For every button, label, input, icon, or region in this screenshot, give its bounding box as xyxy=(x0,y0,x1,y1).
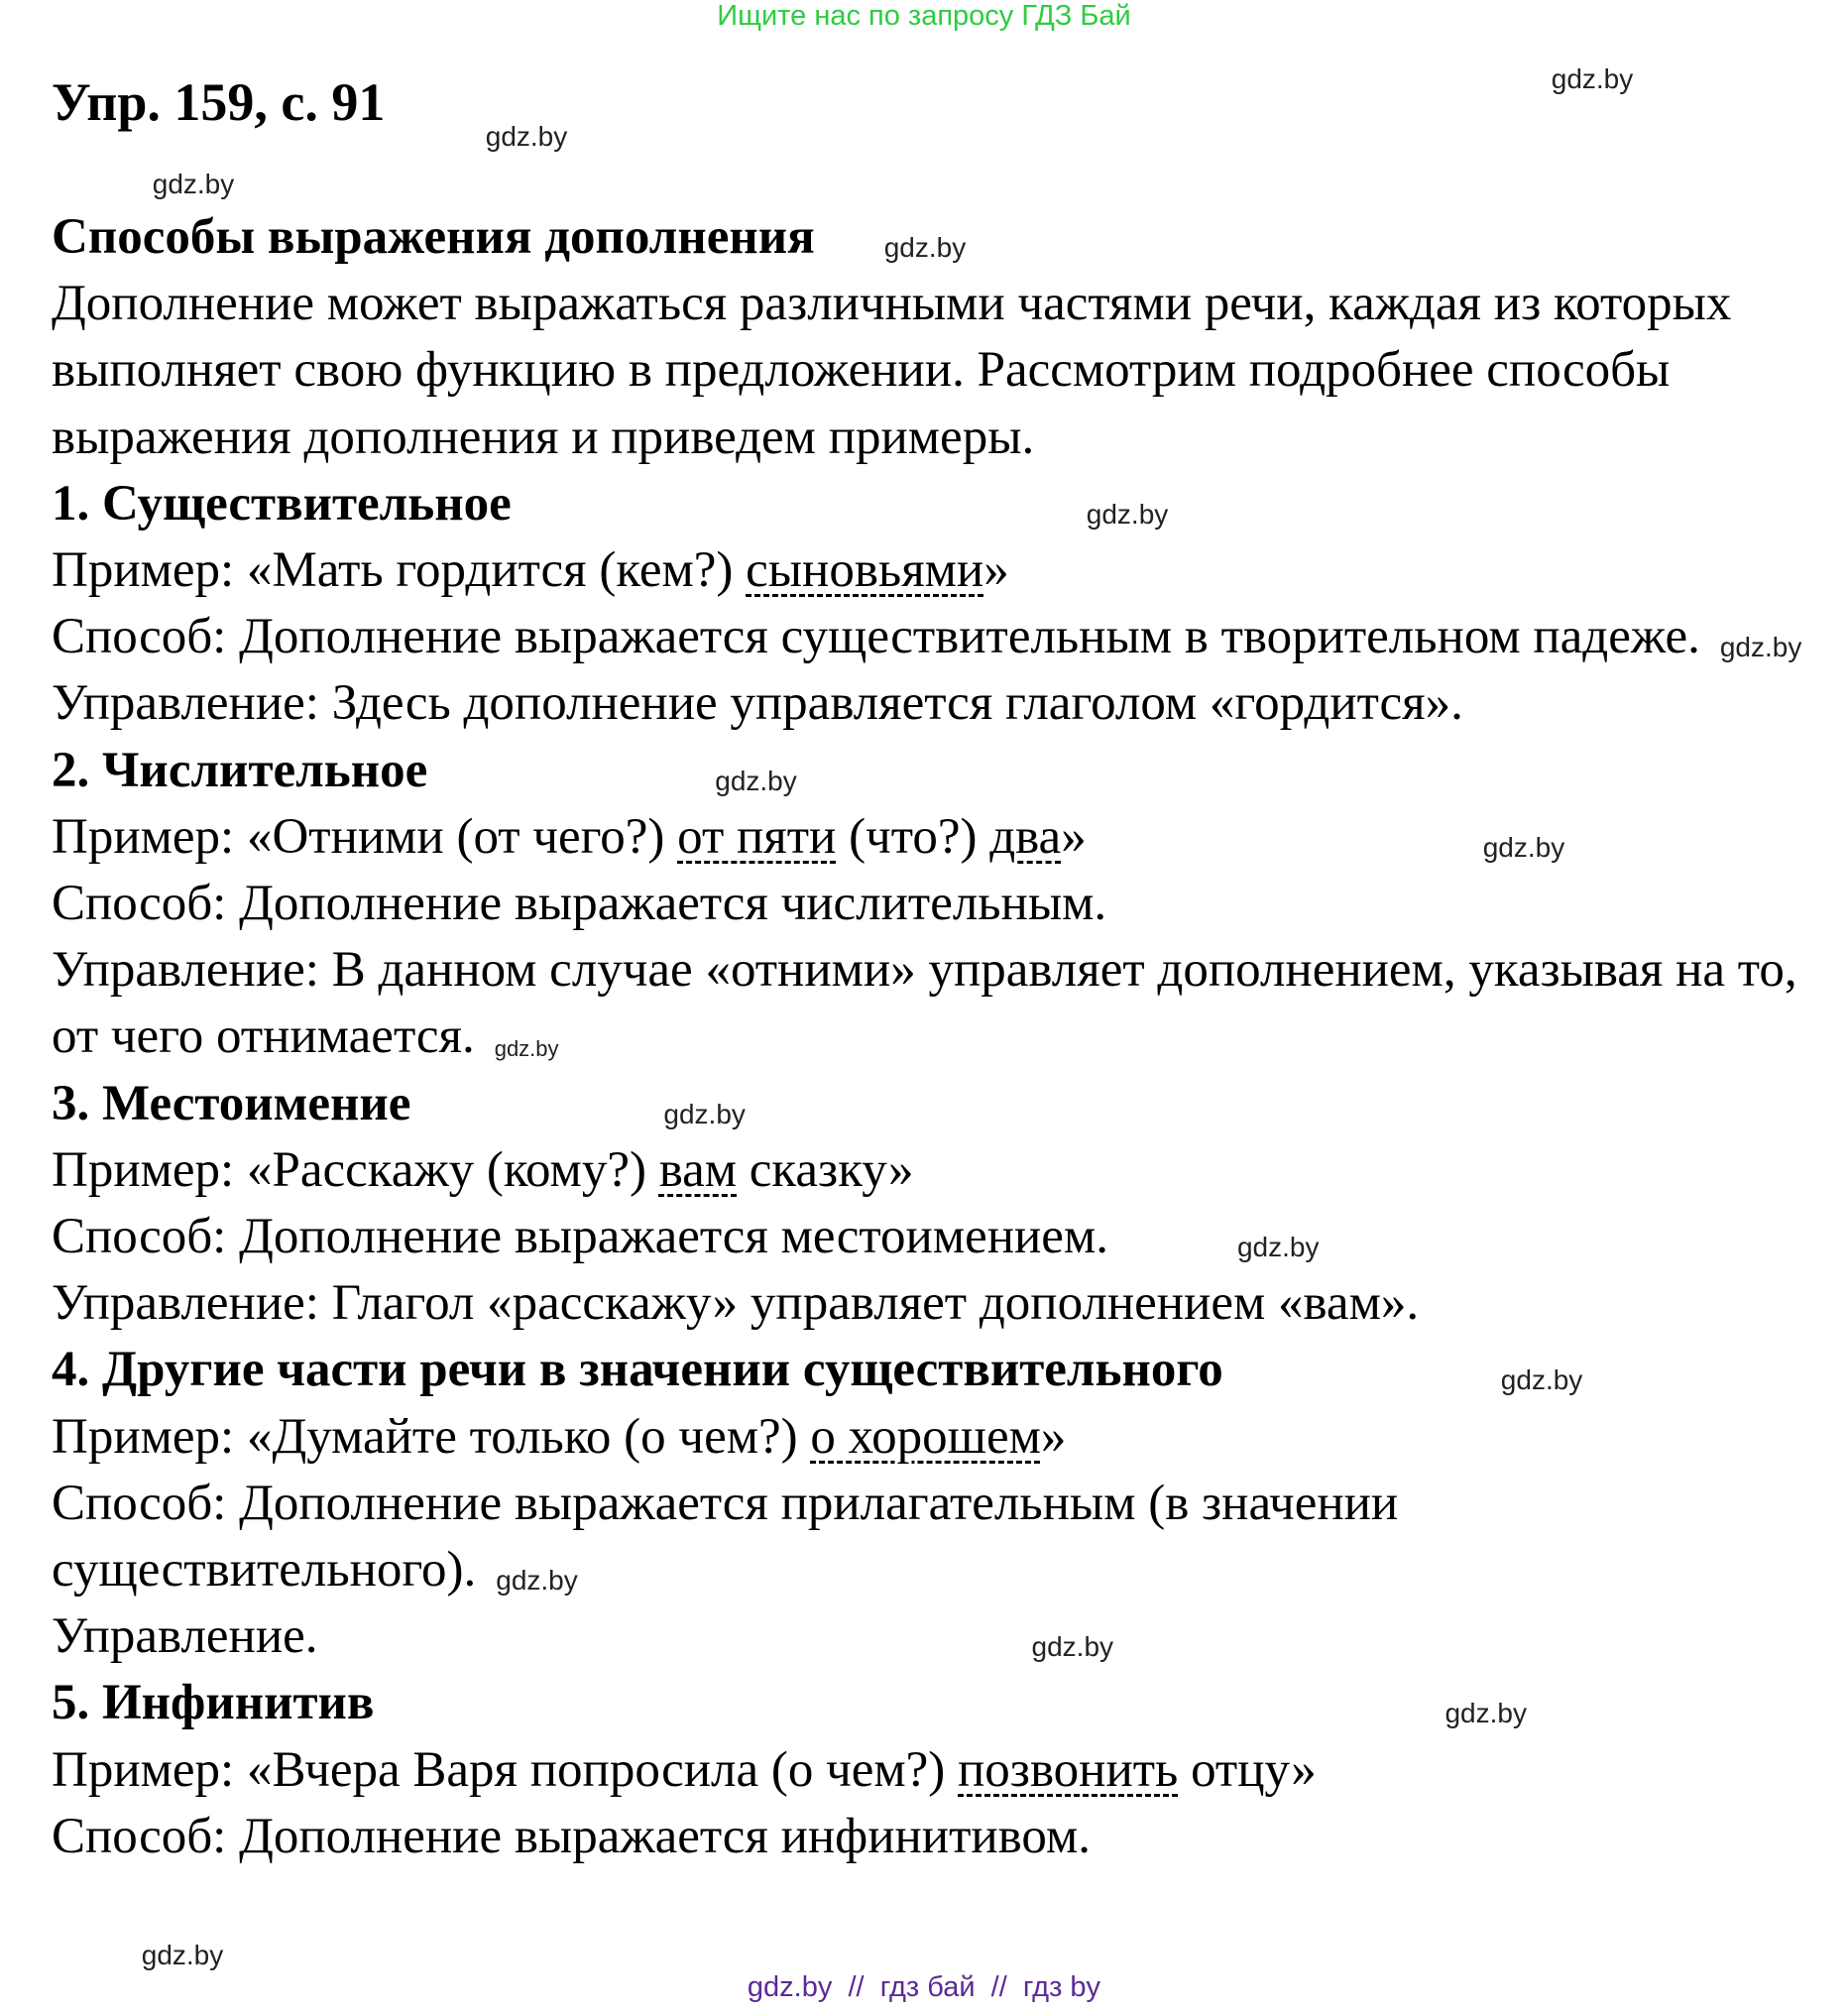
example-text: » xyxy=(1061,808,1087,865)
example-text: (что?) xyxy=(836,808,990,865)
control-line xyxy=(52,1603,1826,1670)
watermark: gdz.by xyxy=(1236,1232,1320,1263)
watermark: gdz.by xyxy=(152,169,235,199)
watermark: gdz.by xyxy=(485,121,568,152)
section-heading xyxy=(52,204,1826,271)
subheading-other xyxy=(52,1337,1826,1403)
bottom-banner: gdz.by // гдз бай // гдз by xyxy=(747,1971,1101,2003)
example-line xyxy=(52,1737,1826,1804)
control-line: Управление: Глагол «расскажу» управляет дополнением «вам». xyxy=(52,1275,1420,1332)
subheading-text: 5. Инфинитив xyxy=(52,1675,375,1731)
object-word: позвонить xyxy=(958,1741,1179,1798)
subheading-noun xyxy=(52,471,1826,537)
example-text: Пример: «Думайте только (о чем?) xyxy=(52,1408,811,1465)
example-text: Пример: «Отними (от чего?) xyxy=(52,808,678,865)
example-text: » xyxy=(1040,1408,1067,1465)
method-text: Способ: Дополнение выражается прилагательным (в значении существительного). xyxy=(52,1475,1399,1599)
top-banner: Ищите нас по запросу ГДЗ Бай xyxy=(717,0,1131,32)
watermark: gdz.by xyxy=(141,1940,224,1970)
method-line: Способ: Дополнение выражается числительным. xyxy=(52,876,1107,932)
page-title: Упр. 159, с. 91 xyxy=(52,72,386,132)
method-line xyxy=(52,1204,1826,1270)
watermark: gdz.by xyxy=(1551,63,1634,94)
example-line xyxy=(52,537,1826,604)
method-text: Способ: Дополнение выражается существительным в творительном падеже. xyxy=(52,609,1700,665)
method-text: Способ: Дополнение выражается местоимением. xyxy=(52,1209,1108,1265)
example-text: Пример: «Мать гордится (кем?) xyxy=(52,542,747,599)
control-line xyxy=(52,937,1826,1070)
watermark: gdz.by xyxy=(496,1565,578,1597)
object-word: о хорошем xyxy=(810,1408,1041,1465)
subheading-text: 4. Другие части речи в значении существительного xyxy=(52,1342,1223,1398)
watermark: gdz.by xyxy=(883,232,967,263)
subheading-text: 1. Существительное xyxy=(52,475,512,532)
example-text: отцу» xyxy=(1178,1741,1317,1798)
example-line xyxy=(52,1404,1826,1471)
example-line xyxy=(52,804,1826,871)
watermark: gdz.by xyxy=(1500,1364,1583,1396)
object-word: два xyxy=(989,808,1062,865)
example-text: сказку» xyxy=(737,1141,914,1198)
control-text: Управление. xyxy=(52,1608,318,1665)
control-text: Управление: В данном случае «отними» управляет дополнением, указывая на то, от чего отнимается. xyxy=(52,942,1797,1065)
method-line: Способ: Дополнение выражается инфинитивом. xyxy=(52,1808,1091,1864)
watermark: gdz.by xyxy=(1444,1698,1527,1729)
control-line: Управление: Здесь дополнение управляется глаголом «гордится». xyxy=(52,675,1463,732)
watermark: gdz.by xyxy=(715,765,797,796)
subheading-pronoun xyxy=(52,1071,1826,1137)
subheading-numeral xyxy=(52,738,1826,804)
example-text: Пример: «Вчера Варя попросила (о чем?) xyxy=(52,1741,959,1798)
object-word: сыновьями xyxy=(746,542,984,599)
document-body xyxy=(52,204,1826,1870)
subheading-text: 2. Числительное xyxy=(52,742,428,798)
intro-paragraph: Дополнение может выражаться различными частями речи, каждая из которых выполняет свою функцию в предложении. Рассмотрим подробнее способы выражения дополнения и приведем примеры. xyxy=(52,276,1732,465)
watermark: gdz.by xyxy=(1719,632,1802,663)
subheading-text: 3. Местоимение xyxy=(52,1075,411,1131)
method-line xyxy=(52,604,1826,670)
example-line xyxy=(52,1137,1826,1204)
watermark: gdz.by xyxy=(1086,498,1169,530)
object-word: вам xyxy=(658,1141,738,1198)
example-text: Пример: «Расскажу (кому?) xyxy=(52,1141,659,1198)
object-word: от пяти xyxy=(677,808,837,865)
method-line xyxy=(52,1471,1826,1603)
watermark: gdz.by xyxy=(1482,831,1565,863)
watermark: gdz.by xyxy=(494,1036,559,1062)
section-heading-text: Способы выражения дополнения xyxy=(52,209,815,265)
watermark: gdz.by xyxy=(1031,1631,1114,1663)
watermark: gdz.by xyxy=(663,1098,746,1129)
example-text: » xyxy=(983,542,1009,599)
subheading-infinitive xyxy=(52,1670,1826,1736)
